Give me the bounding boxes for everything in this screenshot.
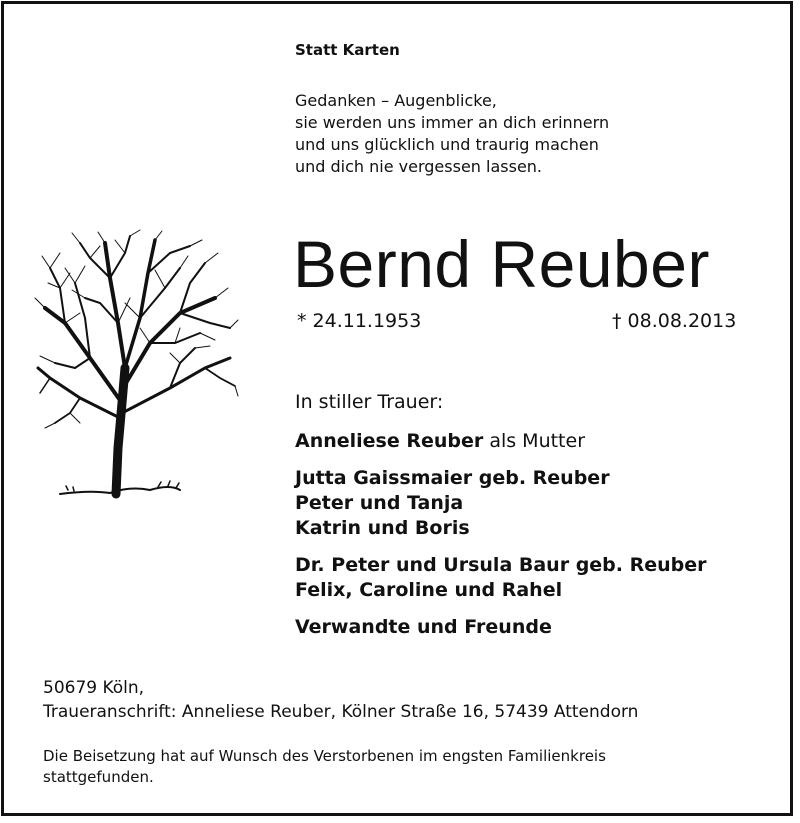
birth-date: * 24.11.1953 <box>297 310 422 332</box>
mourner-line: Jutta Gaissmaier geb. Reuber <box>295 467 610 489</box>
mourner-line: Dr. Peter und Ursula Baur geb. Reuber <box>295 554 707 576</box>
tree-illustration <box>30 228 240 503</box>
deceased-name: Bernd Reuber <box>293 227 710 301</box>
note-line: Die Beisetzung hat auf Wunsch des Verstorbenen im engsten Familienkreis <box>43 747 606 765</box>
poem-line: und uns glücklich und traurig machen <box>295 135 599 154</box>
poem-line: Gedanken – Augenblicke, <box>295 91 497 110</box>
death-date: † 08.08.2013 <box>612 310 737 332</box>
mourner-line: Katrin und Boris <box>295 517 470 539</box>
poem <box>295 90 609 178</box>
mourner-mother-relation: als Mutter <box>489 430 586 452</box>
address-line: Traueranschrift: Anneliese Reuber, Kölner Straße 16, 57439 Attendorn <box>43 702 639 722</box>
mourner-mother-name: Anneliese Reuber <box>295 430 484 452</box>
mourner-mother <box>295 429 585 454</box>
family-group-1 <box>295 466 610 541</box>
family-group-2 <box>295 553 707 603</box>
mourning-intro: In stiller Trauer: <box>295 391 444 413</box>
notice-heading: Statt Karten <box>295 41 400 59</box>
poem-line: und dich nie vergessen lassen. <box>295 157 543 176</box>
mourner-line: Peter und Tanja <box>295 492 464 514</box>
family-group-3 <box>295 615 552 640</box>
burial-note <box>43 746 606 788</box>
address-block <box>43 676 638 724</box>
mourner-line: Verwandte und Freunde <box>295 616 552 638</box>
address-line: 50679 Köln, <box>43 678 145 698</box>
note-line: stattgefunden. <box>43 768 154 786</box>
poem-line: sie werden uns immer an dich erinnern <box>295 113 610 132</box>
mourner-line: Felix, Caroline und Rahel <box>295 579 563 601</box>
